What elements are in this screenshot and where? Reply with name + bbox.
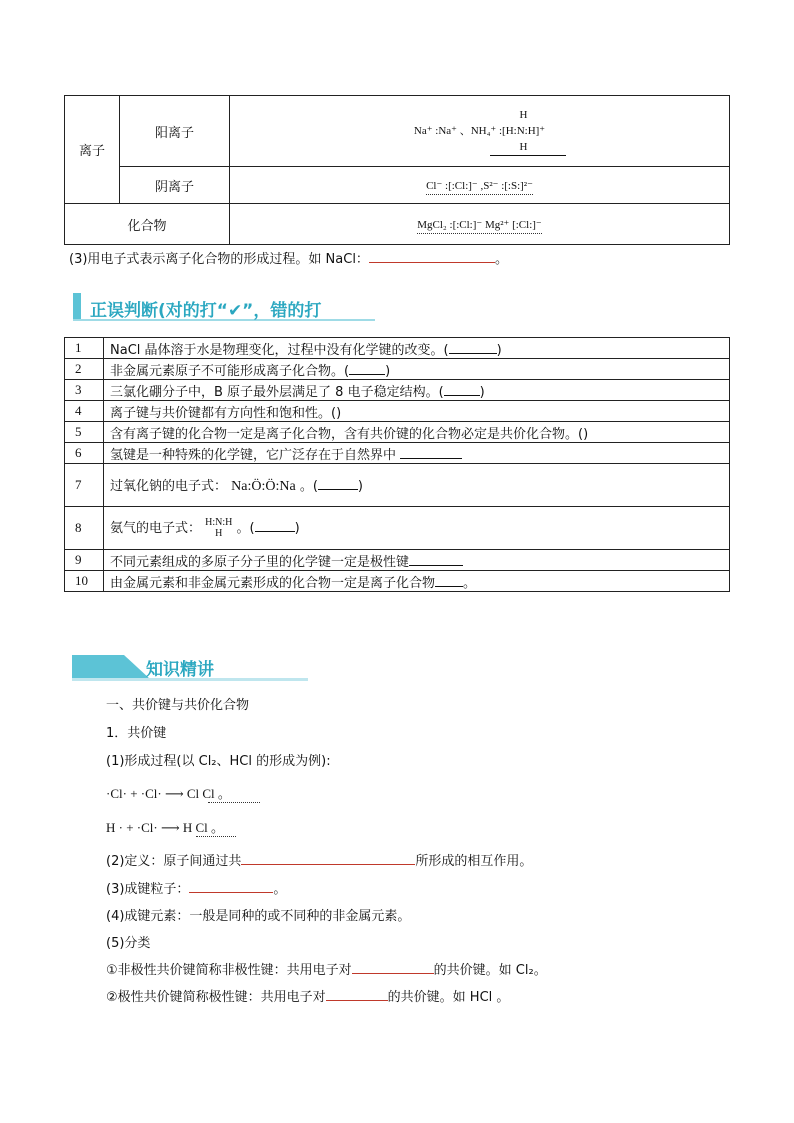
q3-blank[interactable] (369, 249, 495, 263)
elements-line: (4)成键元素：一般是同种的或不同种的非金属元素。 (106, 909, 411, 924)
anion-formula-cell (230, 167, 730, 204)
ion-table (64, 95, 730, 245)
hcl-product-underline (196, 836, 236, 837)
nh-bottom-h: H (519, 140, 528, 153)
cation-formula-cell (230, 96, 730, 167)
cation-formula: Na⁺ :Na⁺ 、NH₄⁺ :[H:N:H]⁺ (413, 124, 546, 137)
nonpolar-line: ①非极性共价键简称非极性键：共用电子对 的共价键。如 Cl₂。 (106, 959, 547, 978)
answer-blank[interactable] (435, 573, 463, 587)
compound-formula-cell (230, 204, 730, 245)
hcl-equation: H · + ·Cl· ⟶ H Cl 。 (106, 820, 225, 835)
judge-title: 正误判断(对的打“✔”，错的打 (90, 301, 322, 321)
cl2-product-underline (208, 802, 260, 803)
table-row: 4 离子键与共价键都有方向性和饱和性。() (65, 401, 730, 422)
table-row: 9 不同元素组成的多原子分子里的化学键一定是极性键 (65, 550, 730, 571)
nh-top-h: H (519, 108, 528, 121)
anion-label: 阴离子 (120, 167, 230, 204)
nh3-formula: H:N:H H (205, 517, 233, 540)
judge-table (64, 337, 730, 592)
subsection-heading: 1．共价键 (106, 726, 167, 741)
table-row: 3 三氯化硼分子中，B 原子最外层满足了 8 电子稳定结构。( ) (65, 380, 730, 401)
cl2-equation: ·Cl· + ·Cl· ⟶ Cl Cl 。 (106, 786, 231, 801)
table-row: 2 非金属元素原子不可能形成离子化合物。( ) (65, 359, 730, 380)
answer-blank[interactable] (409, 552, 463, 566)
table-row: 10 由金属元素和非金属元素形成的化合物一定是离子化合物 。 (65, 571, 730, 592)
answer-blank[interactable] (349, 361, 385, 375)
table-row: 6 氢键是一种特殊的化学键，它广泛存在于自然界中 (65, 443, 730, 464)
particles-line: (3)成键粒子： 。 (106, 878, 286, 897)
cation-label: 阳离子 (120, 96, 230, 167)
answer-blank[interactable] (444, 382, 480, 396)
table-row: 8 氨气的电子式： H:N:H H 。( ) (65, 507, 730, 550)
polar-line: ②极性共价键简称极性键：共用电子对 的共价键。如 HCl 。 (106, 986, 509, 1005)
knowledge-title: 知识精讲 (146, 660, 214, 680)
table-row: 5 含有离子键的化合物一定是离子化合物，含有共价键的化合物必定是共价化合物。() (65, 422, 730, 443)
anion-formula: Cl⁻ :[:Cl:]⁻ ,S²⁻ :[:S:]²⁻ (426, 180, 533, 195)
formation-intro: (1)形成过程(以 Cl₂、HCl 的形成为例): (106, 754, 331, 769)
answer-blank[interactable] (400, 445, 462, 459)
cation-answer-line (490, 155, 566, 156)
polar-blank[interactable] (326, 987, 388, 1001)
na2o2-formula: Na:Ö:Ö:Na (231, 479, 296, 494)
table-row: 1 NaCl 晶体溶于水是物理变化，过程中没有化学键的改变。( ) (65, 338, 730, 359)
definition-line: (2)定义：原子间通过共 所形成的相互作用。 (106, 850, 532, 869)
table-row: 7 过氧化钠的电子式： Na:Ö:Ö:Na 。( ) (65, 464, 730, 507)
question-3: (3)用电子式表示离子化合物的形成过程。如 NaCl： 。 (69, 248, 508, 267)
answer-blank[interactable] (318, 476, 358, 490)
definition-blank[interactable] (241, 851, 415, 865)
compound-label: 化合物 (65, 204, 230, 245)
particles-blank[interactable] (189, 879, 273, 893)
judge-bar-icon (73, 293, 81, 319)
answer-blank[interactable] (255, 518, 295, 532)
nonpolar-blank[interactable] (352, 960, 434, 974)
section-heading: 一、共价键与共价化合物 (106, 698, 250, 713)
ion-label: 离子 (65, 96, 120, 204)
classification-heading: (5)分类 (106, 936, 151, 951)
compound-formula: MgCl₂ :[:Cl:]⁻ Mg²⁺ [:Cl:]⁻ (417, 219, 541, 234)
answer-blank[interactable] (449, 340, 497, 354)
